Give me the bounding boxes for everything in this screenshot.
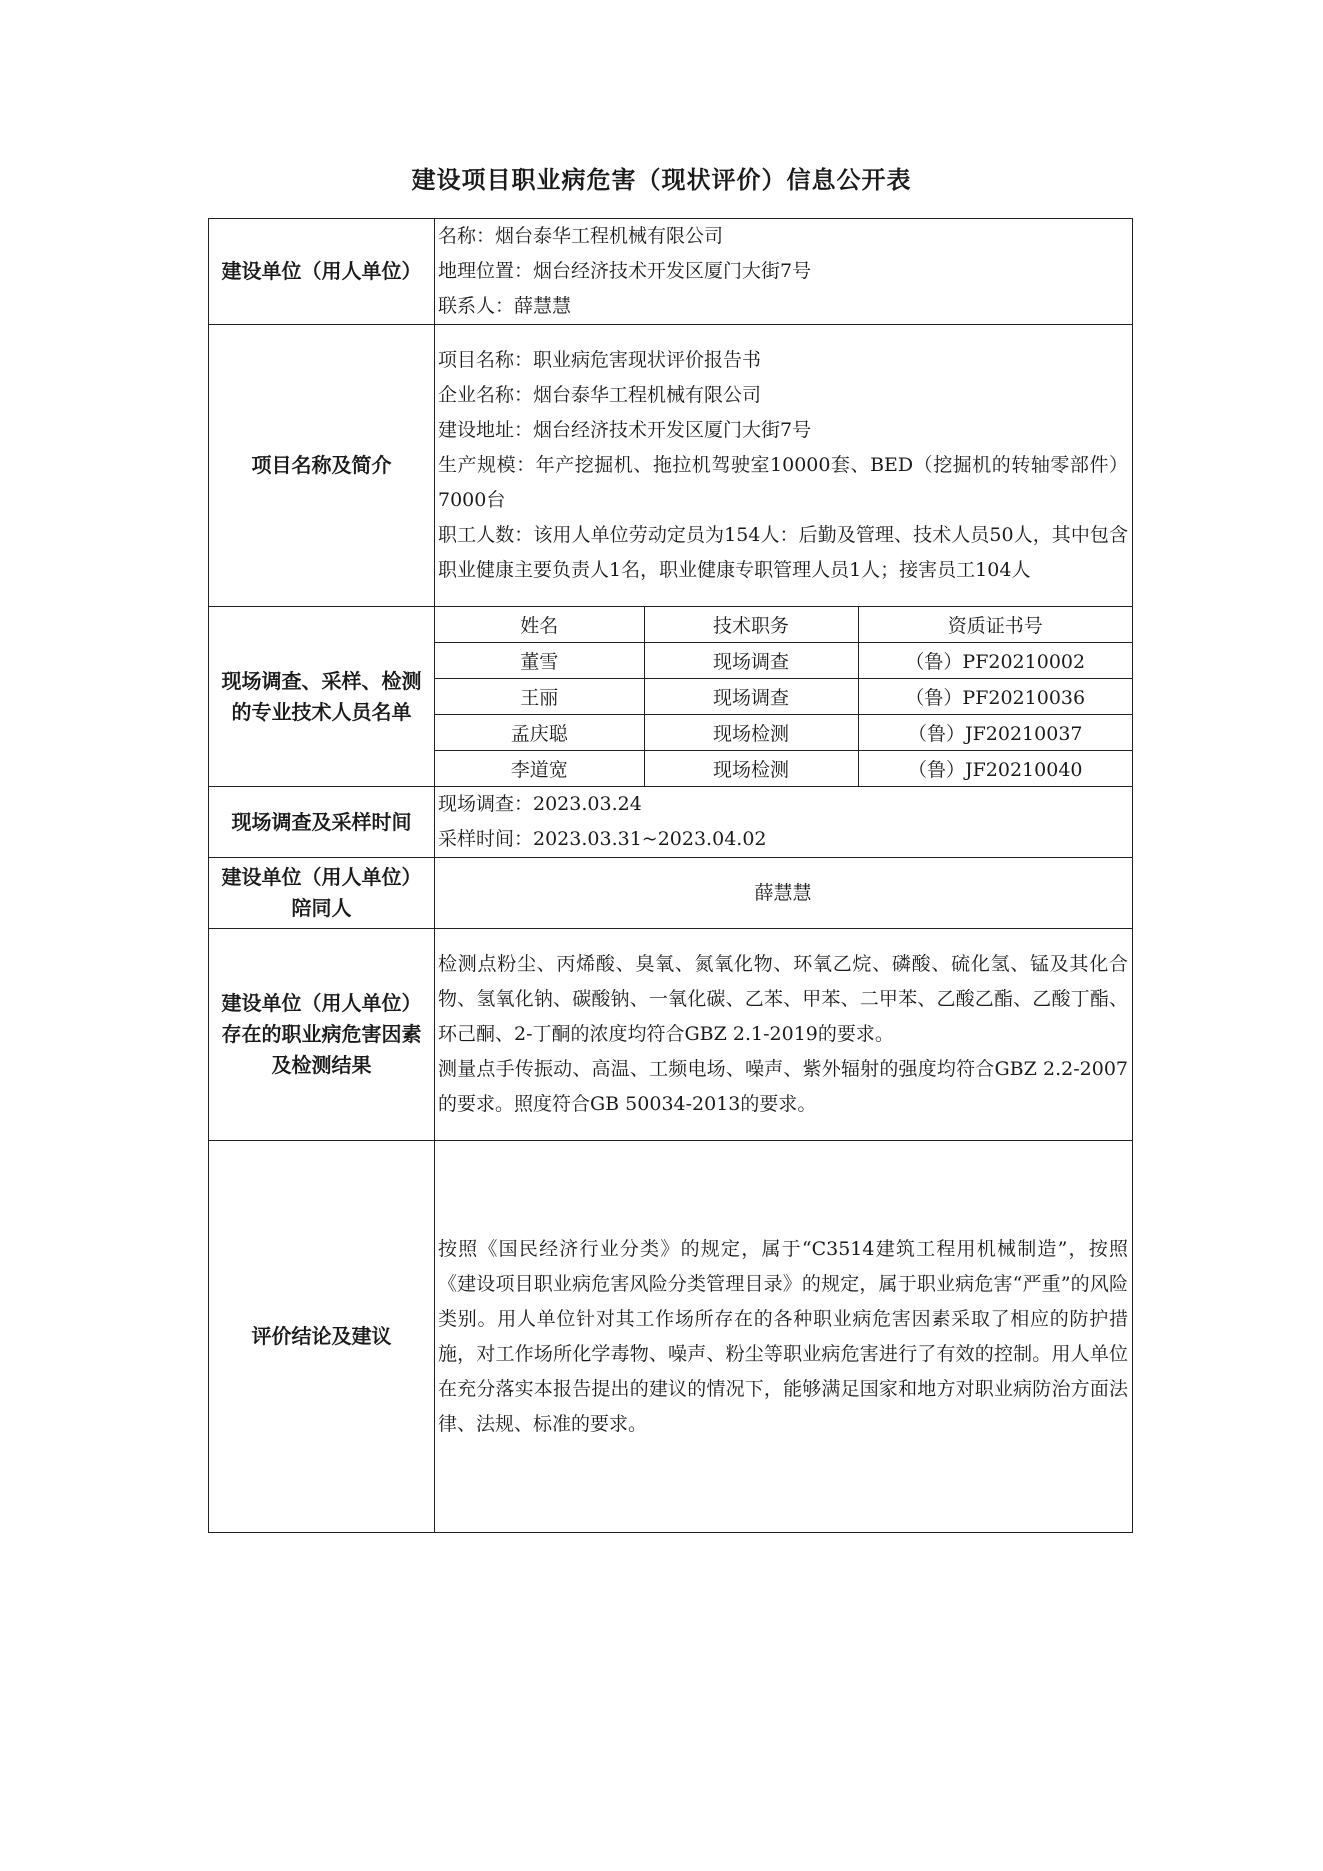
person-name: 董雪 [435, 643, 644, 679]
person-cert: （鲁）PF20210002 [858, 643, 1132, 679]
person-cert: （鲁）JF20210037 [858, 715, 1132, 751]
person-cert: （鲁）PF20210036 [858, 679, 1132, 715]
time-label: 现场调查及采样时间 [209, 787, 435, 858]
person-name: 孟庆聪 [435, 715, 644, 751]
time-info [435, 787, 1133, 858]
row-project [209, 325, 1133, 607]
row-time [209, 787, 1133, 858]
project-name: 项目名称：职业病危害现状评价报告书 [438, 349, 762, 371]
escort-label: 建设单位（用人单位）陪同人 [209, 858, 435, 929]
row-unit [209, 219, 1133, 325]
unit-info [435, 219, 1133, 325]
survey-date: 现场调查：2023.03.24 [438, 793, 642, 815]
unit-label: 建设单位（用人单位） [209, 219, 435, 325]
personnel-label: 现场调查、采样、检测的专业技术人员名单 [209, 607, 435, 787]
hazards-chemical: 检测点粉尘、丙烯酸、臭氧、氮氧化物、环氧乙烷、磷酸、硫化氢、锰及其化合物、氢氧化钠、碳酸钠、一氧化碳、乙苯、甲苯、二甲苯、乙酸乙酯、乙酸丁酯、环己酮、2-丁酮的浓度均符合GBZ 2.1-2019的要求。 [438, 953, 1128, 1045]
project-info [435, 325, 1133, 607]
project-scale: 生产规模：年产挖掘机、拖拉机驾驶室10000套、BED（挖掘机的转轴零部件）7000台 [438, 454, 1128, 511]
project-address: 建设地址：烟台经济技术开发区厦门大街7号 [438, 419, 812, 441]
hazards-info [435, 929, 1133, 1141]
conclusion-text: 按照《国民经济行业分类》的规定，属于“C3514建筑工程用机械制造”，按照《建设项目职业病危害风险分类管理目录》的规定，属于职业病危害“严重”的风险类别。用人单位针对其工作场所存在的各种职业病危害因素采取了相应的防护措施，对工作场所化学毒物、噪声、粉尘等职业病危害进行了有效的控制。用人单位在充分落实本报告提出的建议的情况下，能够满足国家和地方对职业病防治方面法律、法规、标准的要求。 [438, 1237, 1128, 1435]
hazards-label: 建设单位（用人单位）存在的职业病危害因素及检测结果 [209, 929, 435, 1141]
project-label: 项目名称及简介 [209, 325, 435, 607]
page-title: 建设项目职业病危害（现状评价）信息公开表 [411, 166, 912, 194]
escort-value: 薛慧慧 [435, 858, 1133, 929]
row-conclusion [209, 1141, 1133, 1533]
person-cert: （鲁）JF20210040 [858, 751, 1132, 787]
header-cert: 资质证书号 [858, 607, 1132, 643]
personnel-header-row [435, 607, 1132, 643]
personnel-table [435, 607, 1132, 786]
table-row [435, 751, 1132, 787]
table-row [435, 715, 1132, 751]
header-title: 技术职务 [644, 607, 858, 643]
unit-location: 地理位置：烟台经济技术开发区厦门大街7号 [438, 260, 812, 282]
row-personnel [209, 607, 1133, 787]
row-escort [209, 858, 1133, 929]
row-hazards [209, 929, 1133, 1141]
hazards-physical: 测量点手传振动、高温、工频电场、噪声、紫外辐射的强度均符合GBZ 2.2-2007的要求。照度符合GB 50034-2013的要求。 [438, 1058, 1128, 1115]
table-row [435, 679, 1132, 715]
person-title: 现场调查 [644, 643, 858, 679]
unit-name: 名称：烟台泰华工程机械有限公司 [438, 225, 724, 247]
header-name: 姓名 [435, 607, 644, 643]
sampling-date: 采样时间：2023.03.31~2023.04.02 [438, 828, 767, 850]
table-row [435, 643, 1132, 679]
person-title: 现场检测 [644, 715, 858, 751]
info-table [208, 218, 1133, 1533]
conclusion-info [435, 1141, 1133, 1533]
project-company: 企业名称：烟台泰华工程机械有限公司 [438, 384, 762, 406]
person-title: 现场检测 [644, 751, 858, 787]
person-name: 王丽 [435, 679, 644, 715]
person-title: 现场调查 [644, 679, 858, 715]
unit-contact: 联系人：薛慧慧 [438, 295, 572, 317]
project-staff: 职工人数：该用人单位劳动定员为154人：后勤及管理、技术人员50人，其中包含职业健康主要负责人1名，职业健康专职管理人员1人；接害员工104人 [438, 524, 1128, 581]
person-name: 李道宽 [435, 751, 644, 787]
conclusion-label: 评价结论及建议 [209, 1141, 435, 1533]
personnel-cell [435, 607, 1133, 787]
